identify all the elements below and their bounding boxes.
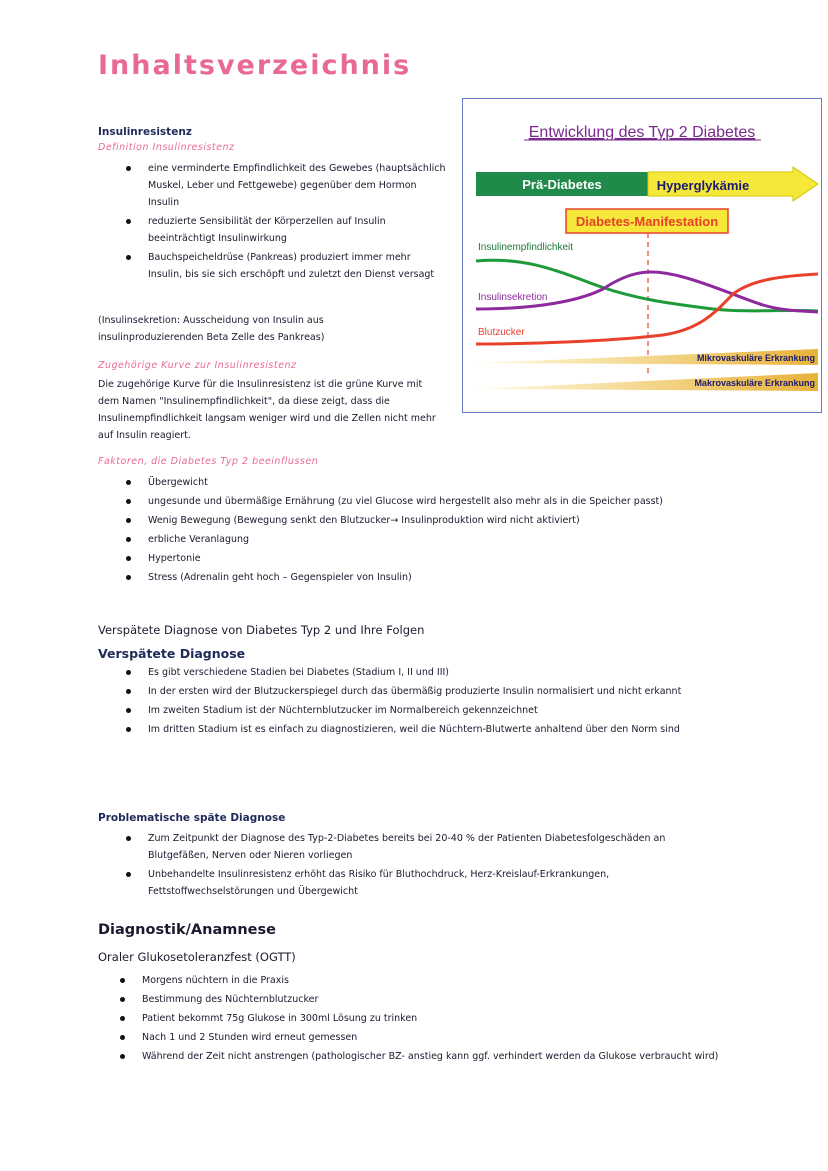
list-item: Bestimmung des Nüchternblutzucker xyxy=(116,991,728,1008)
problem-list xyxy=(122,830,712,902)
list-item: Im dritten Stadium ist es einfach zu diagnostizieren, weil die Nüchtern-Blutwerte anhaltend über den Norm sind xyxy=(122,721,722,738)
faktoren-list xyxy=(122,474,722,588)
list-item: Wenig Bewegung (Bewegung senkt den Blutzucker→ Insulinproduktion wird nicht aktiviert) xyxy=(122,512,722,529)
label-blutzucker: Blutzucker xyxy=(478,327,525,338)
list-item: Während der Zeit nicht anstrengen (pathologischer BZ- anstieg kann ggf. verhindert werden da Glukose verbraucht wird) xyxy=(116,1048,728,1065)
manifestation-label: Diabetes-Manifestation xyxy=(575,214,719,229)
list-item: reduzierte Sensibilität der Körperzellen auf Insulin beeinträchtigt Insulinwirkung xyxy=(122,213,447,247)
list-item: Patient bekommt 75g Glukose in 300ml Lösung zu trinken xyxy=(116,1010,728,1027)
pre-diabetes-label: Prä-Diabetes xyxy=(522,177,602,192)
definition-list xyxy=(122,160,447,285)
curve-blutzucker xyxy=(476,274,818,344)
curve-explanation: Die zugehörige Kurve für die Insulinresistenz ist die grüne Kurve mit dem Namen "Insulinempfindlichkeit", da diese zeigt, dass die Insulinempfindlichkeit langsam weniger wird und die Zellen nicht mehr auf Insulin reagiert. xyxy=(98,379,436,441)
list-item: Hypertonie xyxy=(122,550,722,567)
list-item: In der ersten wird der Blutzuckerspiegel durch das übermäßig produzierte Insulin normalisiert und nicht erkannt xyxy=(122,683,722,700)
list-item: Stress (Adrenalin geht hoch – Gegenspieler von Insulin) xyxy=(122,569,722,586)
subheading-faktoren: Faktoren, die Diabetes Typ 2 beeinflussen xyxy=(98,456,319,467)
list-item: Im zweiten Stadium ist der Nüchternblutzucker im Normalbereich gekennzeichnet xyxy=(122,702,722,719)
figure-svg xyxy=(463,99,821,412)
label-insulinsekretion: Insulinsekretion xyxy=(478,292,548,303)
list-item: Nach 1 und 2 Stunden wird erneut gemessen xyxy=(116,1029,728,1046)
subheading-curve: Zugehörige Kurve zur Insulinresistenz xyxy=(98,360,297,371)
list-item: Unbehandelte Insulinresistenz erhöht das Risiko für Bluthochdruck, Herz-Kreislauf-Erkrankungen, Fettstoffwechselstörungen und Übergewicht xyxy=(122,866,712,900)
section-heading-verspaetete-diagnose: Verspätete Diagnose von Diabetes Typ 2 und Ihre Folgen xyxy=(98,623,425,637)
curve-insulinempfindlichkeit xyxy=(476,260,818,311)
mikro-label: Mikrovaskuläre Erkrankung xyxy=(696,353,815,363)
list-item: erbliche Veranlagung xyxy=(122,531,722,548)
list-item: Zum Zeitpunkt der Diagnose des Typ-2-Diabetes bereits bei 20-40 % der Patienten Diabetesfolgeschäden an Blutgefäßen, Nerven oder Nieren vorliegen xyxy=(122,830,712,864)
section-heading-diagnostik: Diagnostik/Anamnese xyxy=(98,922,276,938)
hyperglycemia-label: Hyperglykämie xyxy=(656,178,750,193)
list-item: Morgens nüchtern in die Praxis xyxy=(116,972,728,989)
makro-label: Makrovaskuläre Erkrankung xyxy=(694,378,815,388)
list-item: eine verminderte Empfindlichkeit des Gewebes (hauptsächlich Muskel, Leber und Fettgewebe) gegenüber dem Hormon Insulin xyxy=(122,160,447,211)
page-title: Inhaltsverzeichnis xyxy=(98,50,412,81)
section-heading-insulinresistenz: Insulinresistenz xyxy=(98,126,192,138)
figure-title: Entwicklung des Typ 2 Diabetes xyxy=(528,124,756,141)
label-insulinempfindlichkeit: Insulinempfindlichkeit xyxy=(478,242,574,253)
list-item: ungesunde und übermäßige Ernährung (zu viel Glucose wird hergestellt also mehr als in die Speicher passt) xyxy=(122,493,722,510)
list-item: Übergewicht xyxy=(122,474,722,491)
list-item: Es gibt verschiedene Stadien bei Diabetes (Stadium I, II und III) xyxy=(122,664,722,681)
ogtt-list xyxy=(116,972,728,1067)
diabetes-development-figure xyxy=(462,98,822,413)
subheading-ogtt: Oraler Glukosetoleranzfest (OGTT) xyxy=(98,950,296,964)
subheading-definition: Definition Insulinresistenz xyxy=(98,142,235,153)
subheading-problematische-diagnose: Problematische späte Diagnose xyxy=(98,812,286,824)
subheading-verspaetete-diagnose: Verspätete Diagnose xyxy=(98,646,246,661)
insulinsekretion-note: (Insulinsekretion: Ausscheidung von Insulin aus insulinproduzierenden Beta Zelle des Pankreas) xyxy=(98,315,325,343)
list-item: Bauchspeicheldrüse (Pankreas) produziert immer mehr Insulin, bis sie sich erschöpft und zuletzt den Dienst versagt xyxy=(122,249,447,283)
diagnose-list xyxy=(122,664,722,740)
